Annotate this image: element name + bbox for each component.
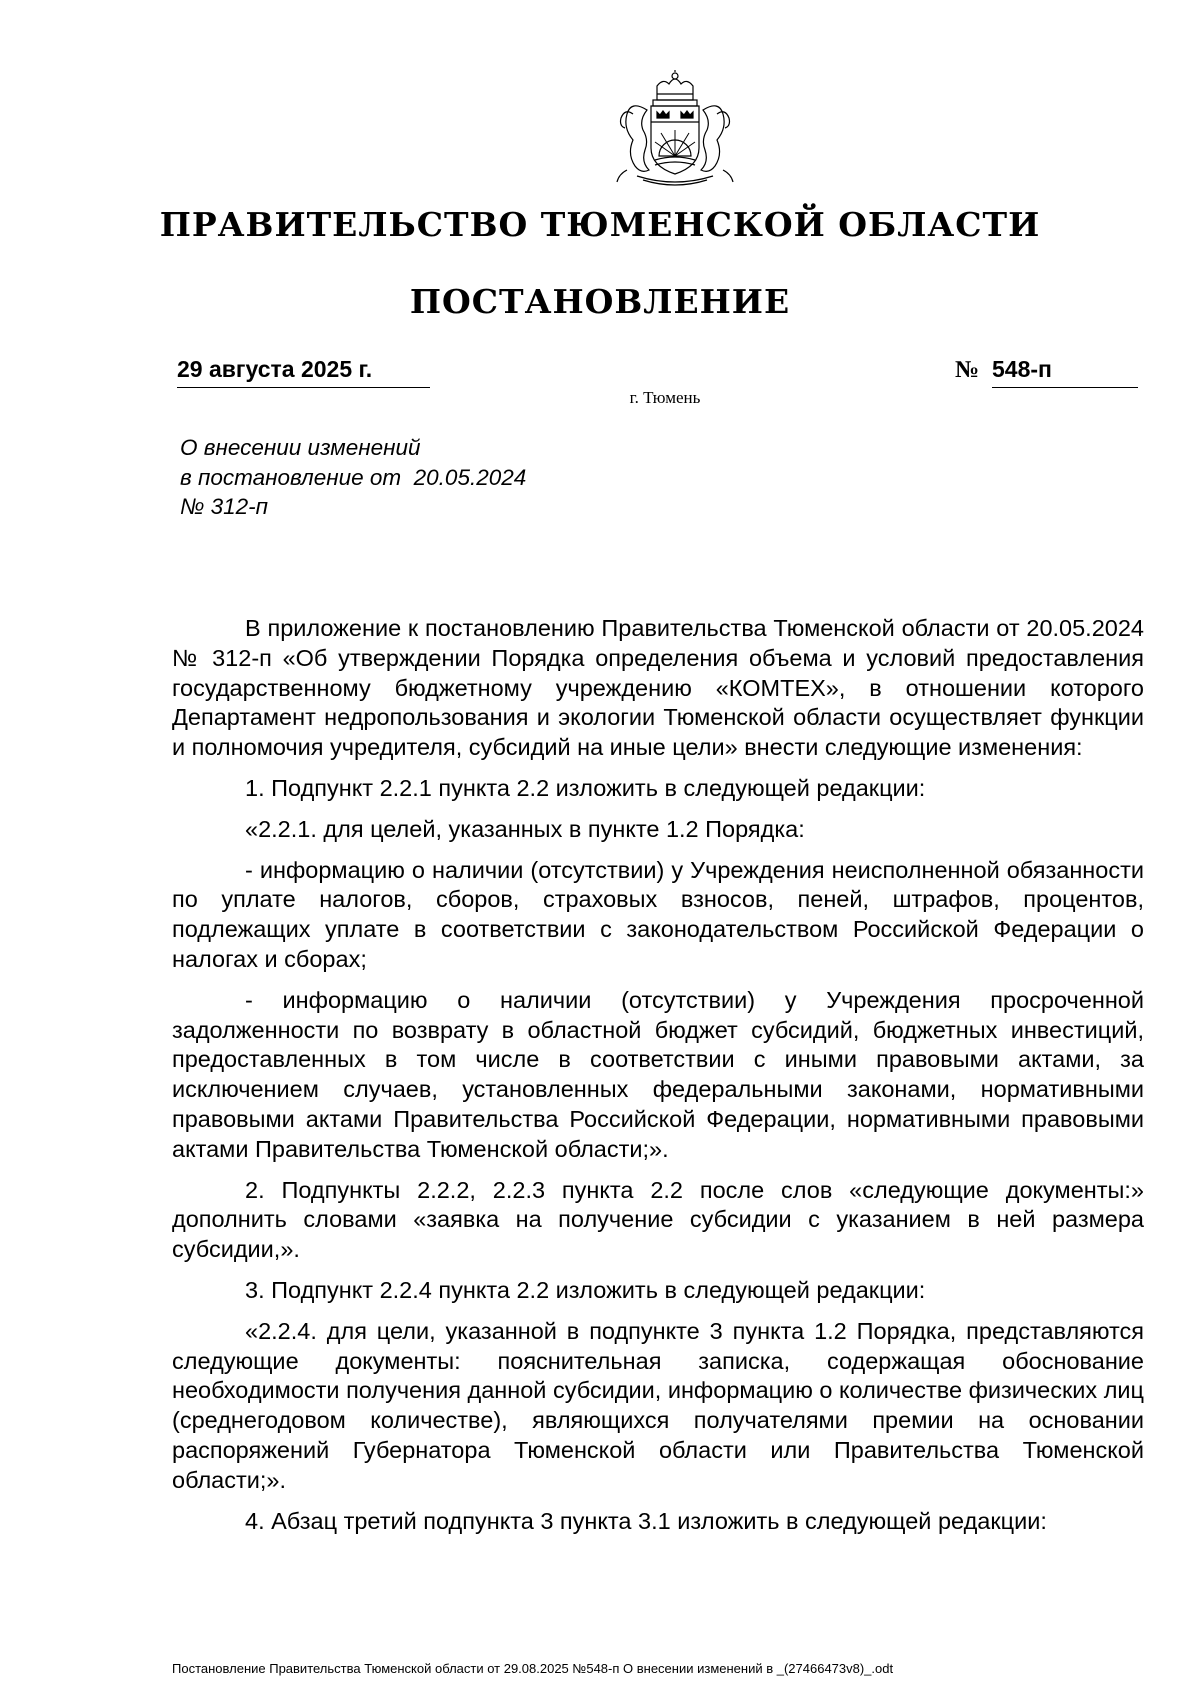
document-number: 548-п (992, 356, 1138, 388)
document-subject (180, 433, 680, 522)
coat-of-arms-icon (597, 70, 753, 190)
body-paragraph: 3. Подпункт 2.2.4 пункта 2.2 изложить в следующей редакции: (245, 1276, 926, 1303)
subject-line: № 312-п (180, 494, 269, 519)
document-type-title: ПОСТАНОВЛЕНИЕ (409, 282, 791, 321)
body-paragraph: 1. Подпункт 2.2.1 пункта 2.2 изложить в следующей редакции: (245, 774, 926, 801)
body-paragraph: - информацию о наличии (отсутствии) у Учреждения неисполненной обязанности по уплате налогов, сборов, страховых взносов, пеней, штрафов, процентов, подлежащих уплате в соответствии с законодательством Российской Федерации о налогах и сборах; (172, 856, 1144, 972)
body-paragraph: - информацию о наличии (отсутствии) у Учреждения просроченной задолженности по возврату в областной бюджет субсидий, бюджетных инвестиций, предоставленных в том числе в соответствии с иными правовыми актами, за исключением случаев, установленных федеральными законами, нормативными правовыми актами Правительства Российской Федерации, нормативными правовыми актами Правительства Тюменской области;». (172, 986, 1144, 1162)
subject-line: О внесении изменений (180, 435, 421, 460)
body-paragraph: 4. Абзац третий подпункта 3 пункта 3.1 изложить в следующей редакции: (245, 1507, 1047, 1534)
document-city: г. Тюмень (629, 388, 701, 407)
document-date: 29 августа 2025 г. (177, 356, 430, 388)
body-paragraph: 2. Подпункты 2.2.2, 2.2.3 пункта 2.2 после слов «следующие документы:» дополнить словами «заявка на получение субсидии с указанием в ней размера субсидии,». (172, 1176, 1144, 1263)
body-paragraph: «2.2.1. для целей, указанных в пункте 1.2 Порядка: (245, 815, 805, 842)
page-footer: Постановление Правительства Тюменской области от 29.08.2025 №548-п О внесении изменений в _(27466473v8)_.odt (172, 1661, 894, 1676)
subject-line: в постановление от 20.05.2024 (180, 464, 527, 490)
document-body (172, 614, 1144, 1547)
organization-title: ПРАВИТЕЛЬСТВО ТЮМЕНСКОЙ ОБЛАСТИ (159, 205, 1041, 244)
body-paragraph: «2.2.4. для цели, указанной в подпункте 3 пункта 1.2 Порядка, представляются следующие документы: пояснительная записка, содержащая обоснование необходимости получения данной субсидии, информацию о количестве физических лиц (среднегодовом количестве), являющихся получателями премии на основании распоряжений Губернатора Тюменской области или Правительства Тюменской области;». (172, 1317, 1144, 1493)
body-paragraph: В приложение к постановлению Правительства Тюменской области от 20.05.2024 № 312-п «Об утверждении Порядка определения объема и условий предоставления государственному бюджетному учреждению «КОМТЕХ», в отношении которого Департамент недропользования и экологии Тюменской области осуществляет функции и полномочия учредителя, субсидий на иные цели» внести следующие изменения: (172, 615, 1144, 761)
document-number-field (955, 356, 1138, 385)
number-sign: № (955, 357, 980, 383)
